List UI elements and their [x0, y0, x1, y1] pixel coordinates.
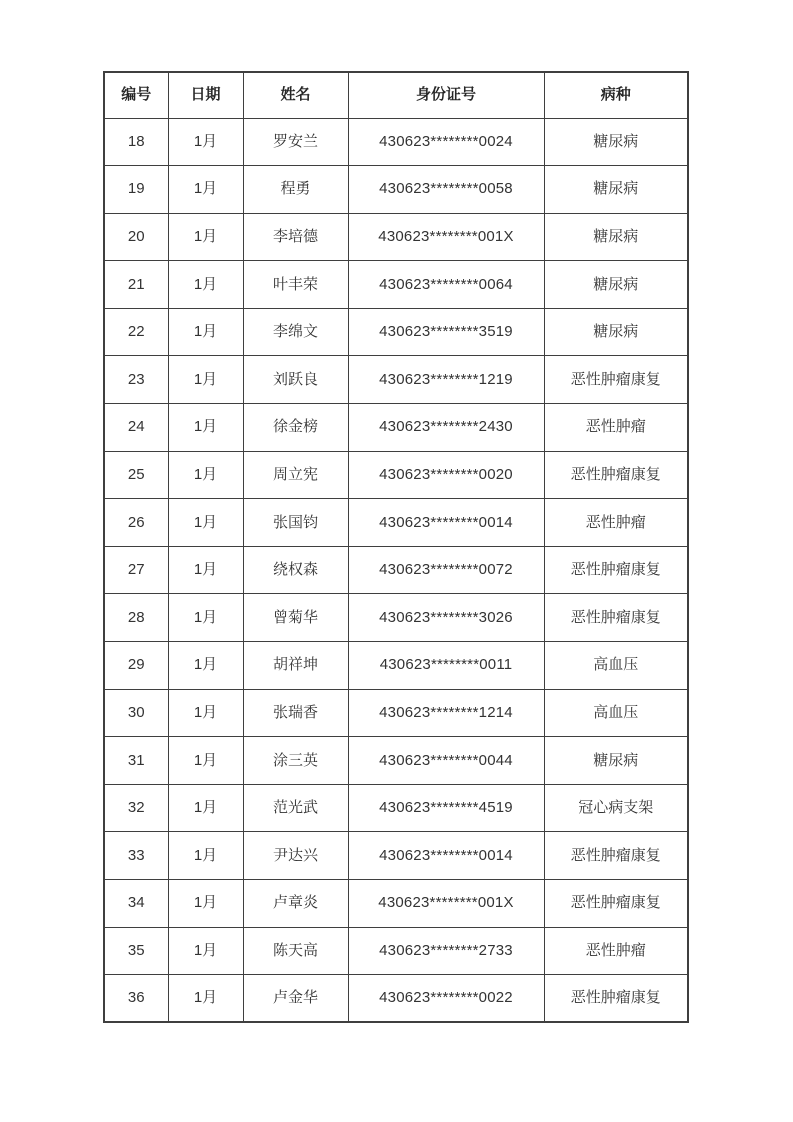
cell-disease: 高血压: [544, 642, 688, 690]
cell-date: 1月: [168, 166, 243, 214]
cell-serial: 29: [104, 642, 168, 690]
cell-date: 1月: [168, 594, 243, 642]
cell-id-number: 430623********0044: [348, 737, 544, 785]
cell-id-number: 430623********0058: [348, 166, 544, 214]
cell-date: 1月: [168, 546, 243, 594]
cell-date: 1月: [168, 737, 243, 785]
table-row: [104, 594, 688, 642]
cell-serial: 32: [104, 784, 168, 832]
cell-name: 张国钧: [243, 499, 348, 547]
cell-name: 罗安兰: [243, 118, 348, 166]
cell-name: 涂三英: [243, 737, 348, 785]
cell-disease: 糖尿病: [544, 118, 688, 166]
cell-date: 1月: [168, 118, 243, 166]
table-row: [104, 499, 688, 547]
cell-name: 胡祥坤: [243, 642, 348, 690]
cell-date: 1月: [168, 356, 243, 404]
cell-id-number: 430623********1219: [348, 356, 544, 404]
cell-disease: 恶性肿瘤康复: [544, 594, 688, 642]
cell-date: 1月: [168, 404, 243, 452]
cell-id-number: 430623********0020: [348, 451, 544, 499]
cell-id-number: 430623********001X: [348, 213, 544, 261]
cell-id-number: 430623********0072: [348, 546, 544, 594]
cell-date: 1月: [168, 308, 243, 356]
patient-disease-table: [103, 71, 689, 1023]
table-row: [104, 118, 688, 166]
cell-disease: 恶性肿瘤康复: [544, 880, 688, 928]
table-row: [104, 784, 688, 832]
cell-disease: 恶性肿瘤康复: [544, 356, 688, 404]
cell-disease: 恶性肿瘤: [544, 927, 688, 975]
cell-id-number: 430623********0014: [348, 499, 544, 547]
cell-name: 叶丰荣: [243, 261, 348, 309]
cell-serial: 25: [104, 451, 168, 499]
cell-disease: 糖尿病: [544, 308, 688, 356]
cell-serial: 30: [104, 689, 168, 737]
cell-date: 1月: [168, 880, 243, 928]
cell-serial: 23: [104, 356, 168, 404]
table-row: [104, 356, 688, 404]
cell-serial: 18: [104, 118, 168, 166]
table-row: [104, 880, 688, 928]
cell-date: 1月: [168, 261, 243, 309]
cell-disease: 冠心病支架: [544, 784, 688, 832]
table-row: [104, 975, 688, 1023]
table-header: [104, 72, 688, 118]
header-cell-id: 身份证号: [348, 72, 544, 118]
cell-serial: 20: [104, 213, 168, 261]
cell-serial: 27: [104, 546, 168, 594]
cell-disease: 恶性肿瘤: [544, 404, 688, 452]
cell-id-number: 430623********2733: [348, 927, 544, 975]
cell-serial: 33: [104, 832, 168, 880]
header-cell-serial: 编号: [104, 72, 168, 118]
cell-disease: 恶性肿瘤: [544, 499, 688, 547]
cell-name: 徐金榜: [243, 404, 348, 452]
cell-id-number: 430623********0024: [348, 118, 544, 166]
header-row: [104, 72, 688, 118]
cell-date: 1月: [168, 975, 243, 1023]
cell-serial: 22: [104, 308, 168, 356]
cell-serial: 35: [104, 927, 168, 975]
table-row: [104, 404, 688, 452]
cell-name: 张瑞香: [243, 689, 348, 737]
cell-date: 1月: [168, 213, 243, 261]
cell-date: 1月: [168, 642, 243, 690]
table-row: [104, 737, 688, 785]
cell-id-number: 430623********4519: [348, 784, 544, 832]
cell-name: 卢章炎: [243, 880, 348, 928]
table-row: [104, 927, 688, 975]
cell-name: 刘跃良: [243, 356, 348, 404]
cell-id-number: 430623********0014: [348, 832, 544, 880]
cell-name: 卢金华: [243, 975, 348, 1023]
table-body: [104, 118, 688, 1022]
cell-serial: 28: [104, 594, 168, 642]
table-row: [104, 832, 688, 880]
cell-date: 1月: [168, 451, 243, 499]
table-row: [104, 261, 688, 309]
cell-date: 1月: [168, 784, 243, 832]
cell-date: 1月: [168, 927, 243, 975]
cell-name: 曾菊华: [243, 594, 348, 642]
cell-disease: 恶性肿瘤康复: [544, 546, 688, 594]
cell-id-number: 430623********001X: [348, 880, 544, 928]
cell-disease: 恶性肿瘤康复: [544, 975, 688, 1023]
table-row: [104, 308, 688, 356]
cell-name: 李培德: [243, 213, 348, 261]
cell-disease: 糖尿病: [544, 261, 688, 309]
cell-id-number: 430623********0064: [348, 261, 544, 309]
cell-name: 范光武: [243, 784, 348, 832]
cell-serial: 34: [104, 880, 168, 928]
table-row: [104, 451, 688, 499]
cell-disease: 恶性肿瘤康复: [544, 451, 688, 499]
cell-serial: 36: [104, 975, 168, 1023]
cell-disease: 糖尿病: [544, 737, 688, 785]
cell-id-number: 430623********3519: [348, 308, 544, 356]
table-row: [104, 642, 688, 690]
header-cell-date: 日期: [168, 72, 243, 118]
cell-disease: 糖尿病: [544, 213, 688, 261]
table-row: [104, 213, 688, 261]
cell-name: 李绵文: [243, 308, 348, 356]
cell-id-number: 430623********0022: [348, 975, 544, 1023]
cell-date: 1月: [168, 832, 243, 880]
header-cell-disease: 病种: [544, 72, 688, 118]
cell-id-number: 430623********1214: [348, 689, 544, 737]
header-cell-name: 姓名: [243, 72, 348, 118]
cell-disease: 糖尿病: [544, 166, 688, 214]
cell-serial: 31: [104, 737, 168, 785]
cell-id-number: 430623********2430: [348, 404, 544, 452]
cell-serial: 26: [104, 499, 168, 547]
cell-disease: 高血压: [544, 689, 688, 737]
cell-disease: 恶性肿瘤康复: [544, 832, 688, 880]
cell-id-number: 430623********3026: [348, 594, 544, 642]
cell-name: 程勇: [243, 166, 348, 214]
cell-name: 绕权森: [243, 546, 348, 594]
cell-serial: 21: [104, 261, 168, 309]
table-row: [104, 689, 688, 737]
cell-serial: 24: [104, 404, 168, 452]
cell-name: 陈天高: [243, 927, 348, 975]
cell-name: 周立宪: [243, 451, 348, 499]
table-row: [104, 166, 688, 214]
table-row: [104, 546, 688, 594]
cell-id-number: 430623********0011: [348, 642, 544, 690]
cell-date: 1月: [168, 499, 243, 547]
cell-date: 1月: [168, 689, 243, 737]
cell-name: 尹达兴: [243, 832, 348, 880]
cell-serial: 19: [104, 166, 168, 214]
